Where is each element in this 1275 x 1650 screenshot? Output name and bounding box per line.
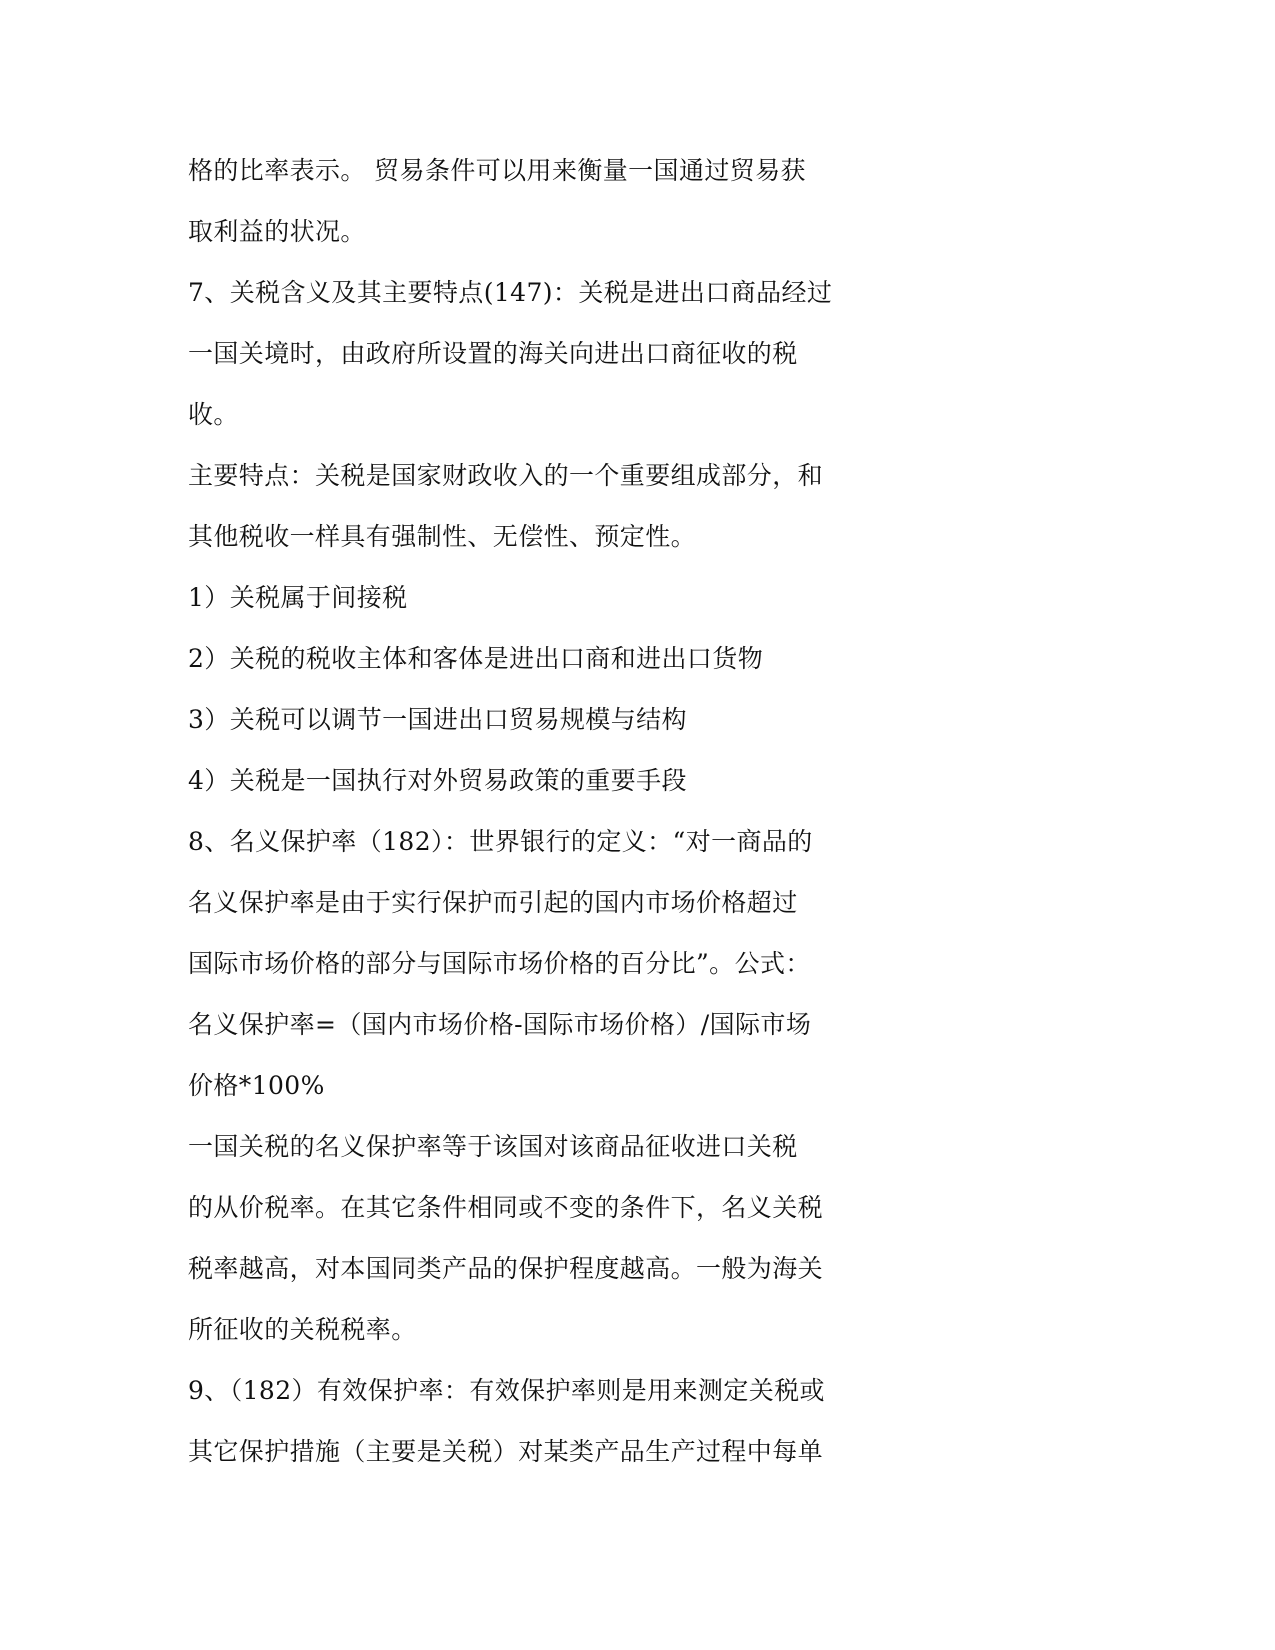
- text-line: 的从价税率。在其它条件相同或不变的条件下，名义关税: [188, 1193, 824, 1222]
- text-line: 名义保护率是由于实行保护而引起的国内市场价格超过: [188, 888, 798, 917]
- text-line: 一国关境时，由政府所设置的海关向进出口商征收的税: [188, 339, 798, 368]
- text-line: 收。: [188, 400, 239, 429]
- text-line: 价格*100%: [188, 1071, 325, 1100]
- text-line: 1）关税属于间接税: [188, 583, 408, 612]
- text-line: 8、名义保护率（182）：世界银行的定义：“对一商品的: [188, 827, 813, 856]
- text-line: 4）关税是一国执行对外贸易政策的重要手段: [188, 766, 687, 795]
- document-body: [188, 140, 833, 1482]
- text-line: 其它保护措施（主要是关税）对某类产品生产过程中每单: [188, 1437, 824, 1466]
- text-line: 税率越高，对本国同类产品的保护程度越高。一般为海关: [188, 1254, 824, 1283]
- text-line: 国际市场价格的部分与国际市场价格的百分比”。公式：: [188, 949, 811, 978]
- text-line: 3）关税可以调节一国进出口贸易规模与结构: [188, 705, 687, 734]
- text-line: 主要特点：关税是国家财政收入的一个重要组成部分，和: [188, 461, 824, 490]
- text-line: 名义保护率=（国内市场价格-国际市场价格）/国际市场: [188, 1010, 812, 1039]
- text-line: 所征收的关税税率。: [188, 1315, 417, 1344]
- text-line: 其他税收一样具有强制性、无偿性、预定性。: [188, 522, 697, 551]
- text-line: 一国关税的名义保护率等于该国对该商品征收进口关税: [188, 1132, 798, 1161]
- text-line: 取利益的状况。: [188, 217, 366, 246]
- text-line: 格的比率表示。 贸易条件可以用来衡量一国通过贸易获: [188, 156, 806, 185]
- text-line: 2）关税的税收主体和客体是进出口商和进出口货物: [188, 644, 764, 673]
- text-line: 7、关税含义及其主要特点(147)：关税是进出口商品经过: [188, 278, 833, 307]
- text-line: 9、（182）有效保护率：有效保护率则是用来测定关税或: [188, 1376, 825, 1405]
